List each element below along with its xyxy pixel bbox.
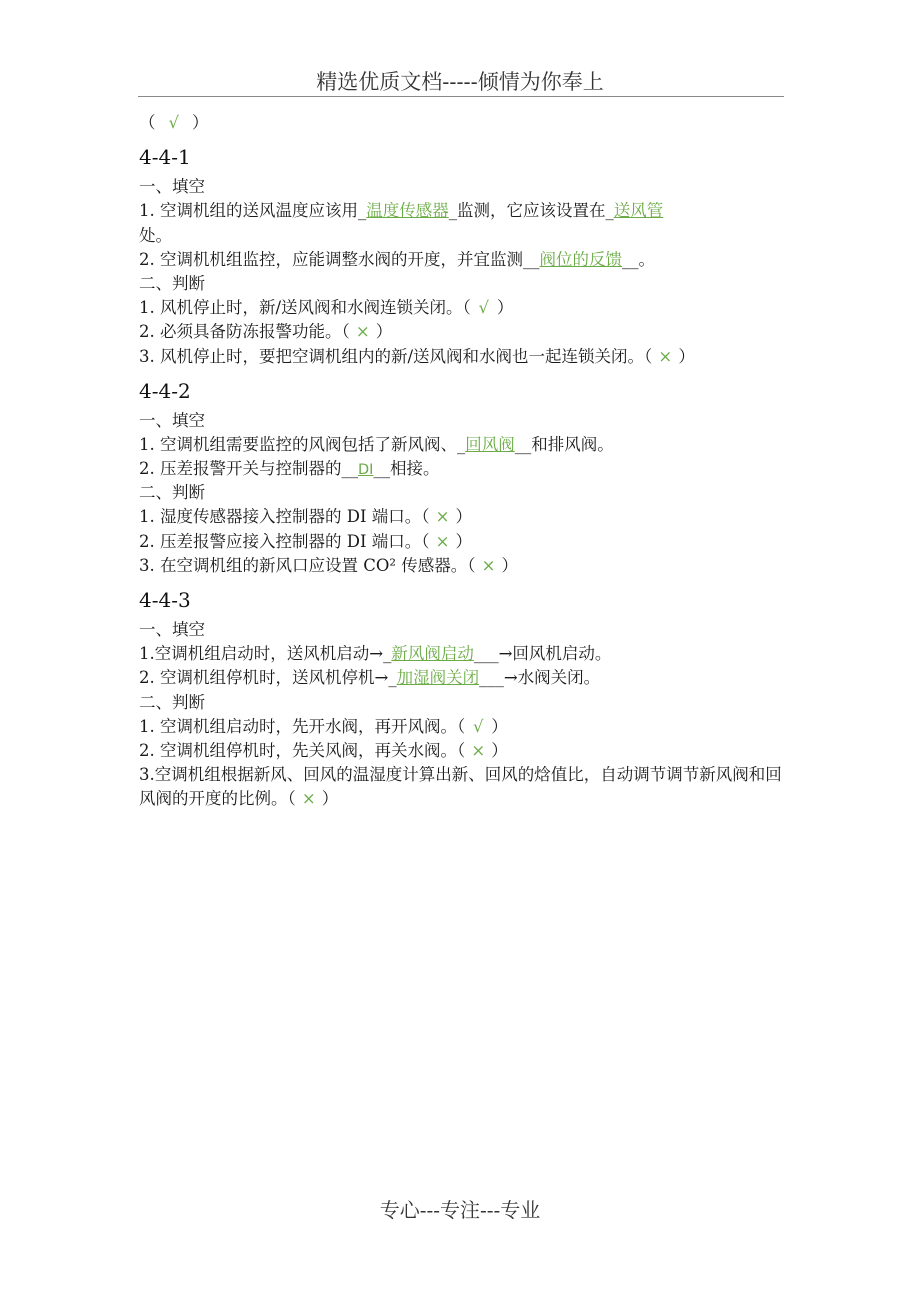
fill-question-2: 2. 空调机组停机时，送风机停机→_加湿阀关闭___→水阀关闭。 (139, 668, 601, 688)
cross-mark: × (355, 322, 370, 342)
cross-mark: × (435, 507, 450, 527)
judge-question-3: 3.空调机组根据新风、回风的温湿度计算出新、回风的焓值比，自动调节调节新风阀和回风阀的开度的比例。（ × ） (139, 763, 791, 811)
judge-question-3: 3. 风机停止时，要把空调机组内的新/送风阀和水阀也一起连锁关闭。（ × ） (139, 345, 791, 369)
judge-question-1: 1. 风机停止时，新/送风阀和水阀连锁关闭。（ √ ） (139, 296, 791, 320)
judge-question-2: 2. 空调机组停机时，先关风阀，再关水阀。（ × ） (139, 739, 791, 763)
answer-blank: 回风阀 (465, 434, 515, 454)
answer-blank: 新风阀启动 (391, 644, 474, 664)
cross-mark: × (481, 555, 496, 575)
cross-mark: × (301, 789, 316, 809)
judge-question-2: 2. 压差报警应接入控制器的 DI 端口。（ × ） (139, 530, 791, 554)
check-mark: √ (472, 716, 484, 736)
check-mark: √ (168, 113, 179, 132)
fill-title: 一、填空 (139, 410, 205, 430)
answer-blank: 加湿阀关闭 (396, 668, 480, 688)
document-body (139, 111, 791, 812)
fill-title: 一、填空 (139, 177, 205, 197)
page-header-title: 精选优质文档-----倾情为你奉上 (316, 70, 604, 94)
fill-question-1: 1. 空调机组需要监控的风阀包括了新风阀、_回风阀__和排风阀。 (139, 434, 614, 454)
judge-question-1: 1. 湿度传感器接入控制器的 DI 端口。（ × ） (139, 505, 791, 529)
section-heading: 4-4-1 (139, 145, 191, 170)
answer-blank: 温度传感器 (366, 201, 449, 221)
judge-question-1: 1. 空调机组启动时，先开水阀，再开风阀。（ √ ） (139, 715, 791, 739)
fill-question-2: 2. 空调机机组监控，应能调整水阀的开度，并宜监测__阀位的反馈__。 (139, 249, 655, 269)
page-footer: 专心---专注---专业 (379, 1198, 541, 1222)
judge-title: 二、判断 (139, 273, 205, 293)
check-mark: √ (478, 298, 490, 318)
judge-question-2: 2. 必须具备防冻报警功能。（ × ） (139, 320, 791, 344)
answer-blank: 送风管 (613, 201, 664, 221)
fill-question-2: 2. 压差报警开关与控制器的__DI__相接。 (139, 459, 440, 479)
header-divider (138, 96, 784, 97)
judge-question-3: 3. 在空调机组的新风口应设置 CO² 传感器。（ × ） (139, 554, 791, 578)
fill-title: 一、填空 (139, 620, 205, 639)
judge-title: 二、判断 (139, 692, 205, 712)
judge-title: 二、判断 (139, 483, 205, 503)
cross-mark: × (435, 531, 450, 551)
cross-mark: × (658, 346, 673, 366)
cross-mark: × (471, 740, 486, 760)
answer-blank: 阀位的反馈 (539, 249, 622, 269)
fill-question-1-cont: 处。 (139, 225, 172, 245)
top-answer-line: （ √ ） (139, 111, 791, 135)
fill-question-1: 1.空调机组启动时，送风机启动→_新风阀启动___→回风机启动。 (139, 644, 612, 664)
answer-blank: DI (358, 462, 374, 479)
section-heading: 4-4-2 (139, 378, 191, 403)
section-heading: 4-4-3 (139, 588, 191, 612)
fill-question-1: 1. 空调机组的送风温度应该用_温度传感器_监测，它应该设置在_送风管 (139, 201, 664, 221)
